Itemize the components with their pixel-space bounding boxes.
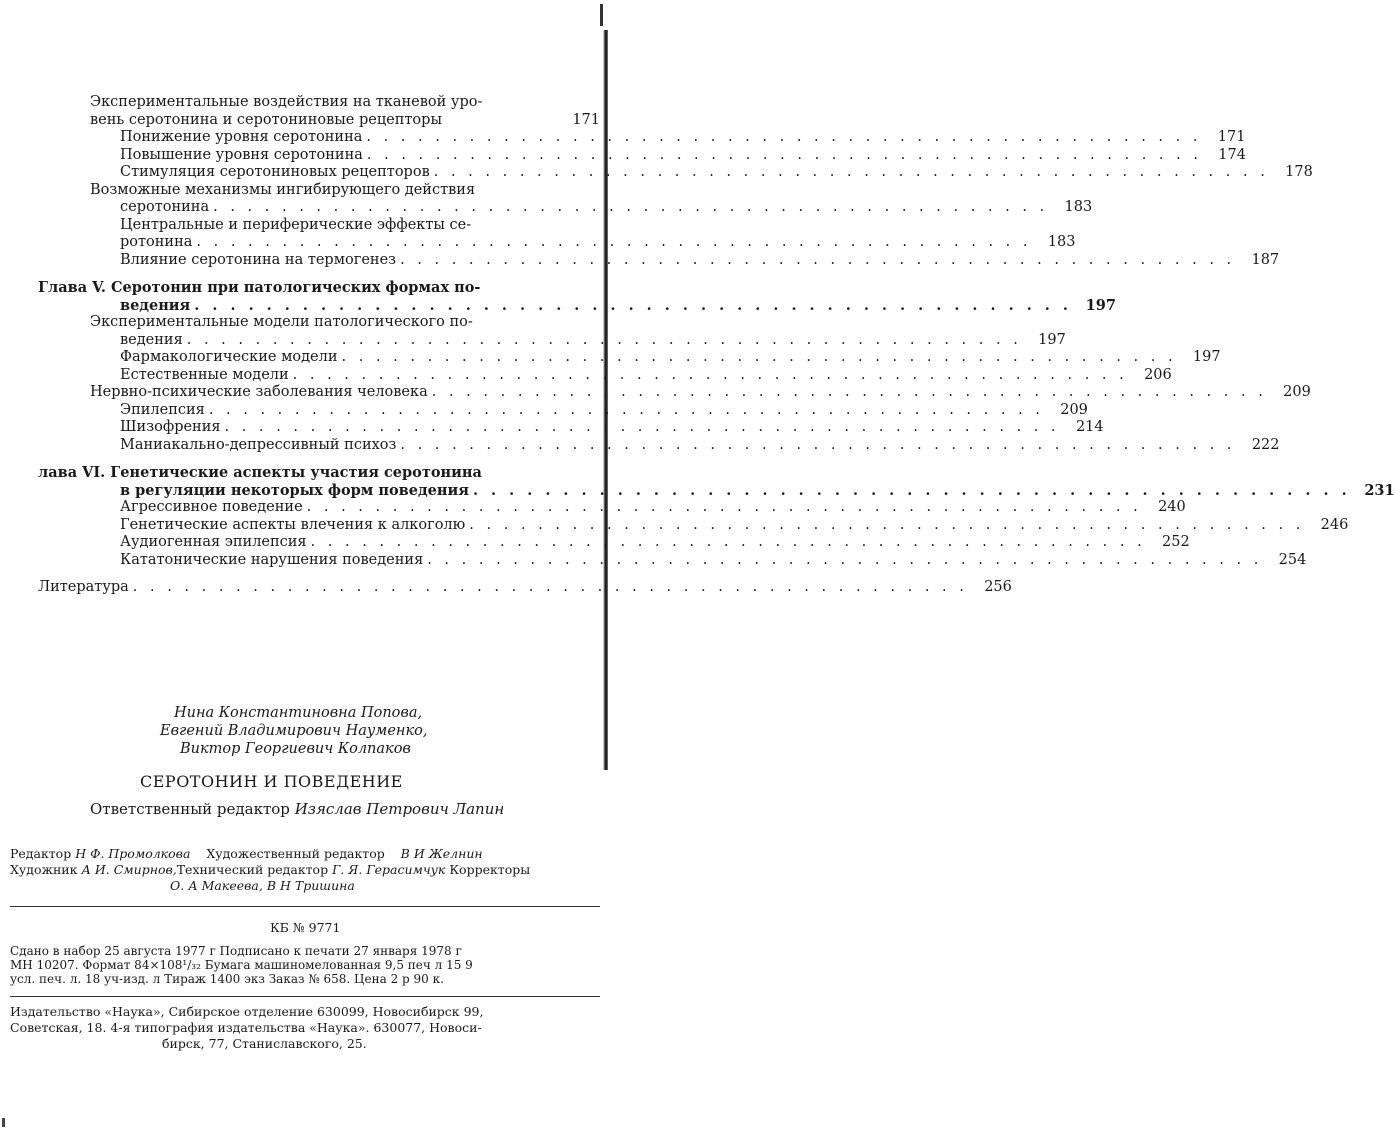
toc-leader-dots: . . . . . . . . . . . . . . . . . . . . . . . . . . . . . . . . . . . . . . . . . . . . . . . . . <box>366 146 1202 163</box>
toc-entry-title: Повышение уровня серотонина <box>120 146 363 163</box>
toc-leader-dots: . . . . . . . . . . . . . . . . . . . . . . . . . . . . . . . . . . . . . . . . . . . . . . . . . <box>472 481 1351 499</box>
toc-entry <box>38 366 1172 385</box>
toc-entry-page: 209 <box>1283 384 1311 400</box>
authors <box>130 704 490 758</box>
toc-entry-title: Естественные модели <box>120 366 289 383</box>
toc-entry <box>38 551 1307 570</box>
toc-entry-title: Влияние серотонина на термогенез <box>120 251 397 268</box>
toc-entry-title: серотонина <box>120 199 210 215</box>
art-editor-name: В И Желнин <box>400 846 483 861</box>
toc-leader-dots: . . . . . . . . . . . . . . . . . . . . . . . . . . . . . . . . . . . . . . . . . . . . . . . . . <box>427 551 1263 568</box>
toc-entry-page: 187 <box>1251 251 1280 268</box>
toc-entry-page: 197 <box>1085 296 1116 314</box>
tech-editor-name: Г. Я. Герасимчук <box>332 862 446 877</box>
toc-entry <box>38 129 1246 147</box>
toc-entry-title: Нервно-психические заболевания человека <box>90 384 428 400</box>
staff-line-3 <box>10 878 600 894</box>
table-of-contents <box>38 94 1395 597</box>
toc-entry <box>38 534 1190 552</box>
kb-number: КБ № 9771 <box>270 920 341 935</box>
toc-entry-title: Эпилепсия <box>120 401 205 418</box>
toc-entry <box>38 251 1280 270</box>
toc-entry <box>38 481 1395 500</box>
toc-entry <box>38 94 600 112</box>
publisher-line-3: бирск, 77, Станиславского, 25. <box>162 1036 367 1051</box>
print-info-line-2: МН 10207. Формат 84×108¹/₃₂ Бумага машиномелованная 9,5 печ л 15 9 <box>10 958 473 972</box>
toc-leader-dots: . . . . . . . . . . . . . . . . . . . . . . . . . . . . . . . . . . . . . . . . . . . . . . . . . <box>431 384 1267 400</box>
toc-entry <box>38 436 1280 455</box>
binding-tick <box>600 4 603 26</box>
toc-leader-dots: . . . . . . . . . . . . . . . . . . . . . . . . . . . . . . . . . . . . . . . . . . . . . . . . . <box>433 164 1269 180</box>
toc-leader-dots: . . . . . . . . . . . . . . . . . . . . . . . . . . . . . . . . . . . . . . . . . . . . . . . . . <box>310 534 1146 550</box>
toc-entry-page: 171 <box>572 111 600 128</box>
toc-entry <box>38 182 600 200</box>
print-info <box>10 944 600 986</box>
publisher-line-1: Издательство «Наука», Сибирское отделение 630099, Новосибирск 99, <box>10 1004 484 1019</box>
toc-leader-dots: . . . . . . . . . . . . . . . . . . . . . . . . . . . . . . . . . . . . . . . . . . . . . . . . . <box>208 401 1044 418</box>
staff-line-2 <box>10 862 600 878</box>
author-2: Евгений Владимирович Науменко, <box>160 723 428 739</box>
publisher-line-2: Советская, 18. 4-я типография издательства «Наука». 630077, Новоси- <box>10 1020 482 1035</box>
staff-credits <box>10 846 600 894</box>
editor-label: Редактор <box>10 846 72 861</box>
toc-entry-page: 240 <box>1158 499 1186 515</box>
editor-name: Н Ф. Промолкова <box>75 846 191 861</box>
toc-entry-page: 209 <box>1060 401 1088 418</box>
toc-entry-page: 252 <box>1162 534 1190 550</box>
author-1: Нина Константиновна Попова, <box>174 705 423 721</box>
toc-entry-page: 178 <box>1285 164 1313 180</box>
toc-entry-page: 246 <box>1320 516 1349 533</box>
toc-entry <box>38 296 1116 315</box>
toc-entry-page: 222 <box>1251 436 1280 453</box>
art-editor-label: Художественный редактор <box>206 846 385 861</box>
proofreaders-label: Корректоры <box>449 862 531 877</box>
toc-leader-dots: . . . . . . . . . . . . . . . . . . . . . . . . . . . . . . . . . . . . . . . . . . . . . . . . . <box>196 234 1032 250</box>
toc-entry-title: ведения <box>120 331 183 348</box>
toc-entry <box>38 516 1349 535</box>
toc-entry-title: Центральные и периферические эффекты се- <box>120 216 472 233</box>
divider-1 <box>10 906 600 907</box>
toc-entry-title: Понижение уровня серотонина <box>120 129 363 145</box>
toc-entry-page: 254 <box>1278 551 1307 568</box>
print-info-line-3: усл. печ. л. 18 уч-изд. л Тираж 1400 экз Заказ № 658. Цена 2 р 90 к. <box>10 972 444 986</box>
responsible-editor <box>90 800 504 818</box>
toc-entry-page: 206 <box>1144 366 1172 383</box>
toc-entry-title: Генетические аспекты влечения к алкоголю <box>120 516 466 533</box>
toc-entry <box>38 112 600 130</box>
toc-entry <box>38 217 600 235</box>
toc-entry <box>38 384 1311 402</box>
toc-leader-dots: . . . . . . . . . . . . . . . . . . . . . . . . . . . . . . . . . . . . . . . . . . . . . . . . . <box>469 516 1305 533</box>
publisher-info <box>10 1004 600 1052</box>
toc-entry <box>38 499 1186 517</box>
toc-entry-title: Возможные механизмы ингибирующего действия <box>90 181 476 198</box>
toc-gap <box>38 454 600 464</box>
toc-entry-title: лава VI. Генетические аспекты участия серотонина <box>38 464 482 481</box>
toc-leader-dots: . . . . . . . . . . . . . . . . . . . . . . . . . . . . . . . . . . . . . . . . . . . . . . . . . <box>366 129 1202 145</box>
toc-leader-dots: . . . . . . . . . . . . . . . . . . . . . . . . . . . . . . . . . . . . . . . . . . . . . . . . . <box>132 579 968 595</box>
toc-entry-page: 214 <box>1075 419 1104 435</box>
toc-entry <box>38 349 1221 367</box>
toc-entry-title: ведения <box>120 296 191 314</box>
toc-entry-page: 183 <box>1047 234 1076 250</box>
author-3: Виктор Георгиевич Колпаков <box>180 741 411 757</box>
toc-entry-title: Экспериментальные модели патологического по- <box>90 314 473 330</box>
toc-entry-title: Стимуляция серотониновых рецепторов <box>120 164 430 180</box>
toc-leader-dots: . . . . . . . . . . . . . . . . . . . . . . . . . . . . . . . . . . . . . . . . . . . . . . . . . <box>213 199 1049 215</box>
toc-entry-title: Агрессивное поведение <box>120 499 303 515</box>
toc-entry <box>38 314 600 332</box>
toc-entry <box>38 279 600 297</box>
toc-entry <box>38 199 1093 217</box>
toc-entry <box>38 164 1313 182</box>
toc-leader-dots: . . . . . . . . . . . . . . . . . . . . . . . . . . . . . . . . . . . . . . . . . . . . . . . . . <box>306 499 1142 515</box>
toc-entry-title: Маниакально-депрессивный психоз <box>120 436 397 453</box>
staff-line-1 <box>10 846 600 862</box>
toc-entry-page: 231 <box>1364 481 1395 499</box>
toc-entry <box>38 419 1104 437</box>
toc-entry <box>38 579 1012 597</box>
book-title: СЕРОТОНИН И ПОВЕДЕНИЕ <box>140 772 403 791</box>
toc-entry-page: 183 <box>1064 199 1093 215</box>
toc-entry-page: 197 <box>1038 331 1066 348</box>
toc-entry-title: в регуляции некоторых форм поведения <box>120 481 469 499</box>
toc-entry-title: Литература <box>38 579 129 595</box>
toc-entry-title: Экспериментальные воздействия на тканевой уро- <box>90 94 483 110</box>
responsible-editor-name: Изяслав Петрович Лапин <box>294 800 505 818</box>
toc-gap <box>38 269 600 279</box>
artist-label: Художник <box>10 862 78 877</box>
toc-entry-page: 197 <box>1192 349 1221 365</box>
responsible-editor-label: Ответственный редактор <box>90 800 290 818</box>
toc-entry <box>38 401 1088 420</box>
print-info-line-1: Сдано в набор 25 августа 1977 г Подписано к печати 27 января 1978 г <box>10 944 462 958</box>
corner-mark <box>2 1118 5 1127</box>
toc-entry <box>38 234 1076 252</box>
toc-entry-page: 174 <box>1218 146 1246 163</box>
toc-gap <box>38 569 600 579</box>
toc-entry-page: 256 <box>984 579 1012 595</box>
toc-leader-dots: . . . . . . . . . . . . . . . . . . . . . . . . . . . . . . . . . . . . . . . . . . . . . . . . . <box>292 366 1128 383</box>
toc-entry <box>38 331 1066 350</box>
artist-name: А И. Смирнов, <box>81 862 177 877</box>
toc-entry-title: Глава V. Серотонин при патологических формах по- <box>38 279 481 296</box>
toc-entry-title: ротонина <box>120 234 193 250</box>
toc-leader-dots: . . . . . . . . . . . . . . . . . . . . . . . . . . . . . . . . . . . . . . . . . . . . . . . . . <box>400 251 1236 268</box>
divider-2 <box>10 996 600 997</box>
toc-entry-title: Аудиогенная эпилепсия <box>120 534 307 550</box>
toc-leader-dots: . . . . . . . . . . . . . . . . . . . . . . . . . . . . . . . . . . . . . . . . . . . . . . . . . <box>186 331 1022 348</box>
proofreaders-names: О. А Макеева, В Н Тришина <box>170 878 355 893</box>
toc-entry-title: Шизофрения <box>120 419 221 435</box>
toc-entry <box>38 146 1246 165</box>
toc-entry-title: Кататонические нарушения поведения <box>120 551 424 568</box>
tech-editor-label: Технический редактор <box>176 862 329 877</box>
toc-entry-title: вень серотонина и серотониновые рецепторы <box>90 111 442 128</box>
toc-leader-dots: . . . . . . . . . . . . . . . . . . . . . . . . . . . . . . . . . . . . . . . . . . . . . . . . . <box>400 436 1236 453</box>
toc-leader-dots: . . . . . . . . . . . . . . . . . . . . . . . . . . . . . . . . . . . . . . . . . . . . . . . . . <box>194 296 1072 314</box>
toc-leader-dots: . . . . . . . . . . . . . . . . . . . . . . . . . . . . . . . . . . . . . . . . . . . . . . . . . <box>224 419 1060 435</box>
toc-entry-page: 171 <box>1217 129 1246 145</box>
toc-entry <box>38 464 600 482</box>
toc-leader-dots: . . . . . . . . . . . . . . . . . . . . . . . . . . . . . . . . . . . . . . . . . . . . . . . . . <box>341 349 1177 365</box>
toc-entry-title: Фармакологические модели <box>120 349 338 365</box>
